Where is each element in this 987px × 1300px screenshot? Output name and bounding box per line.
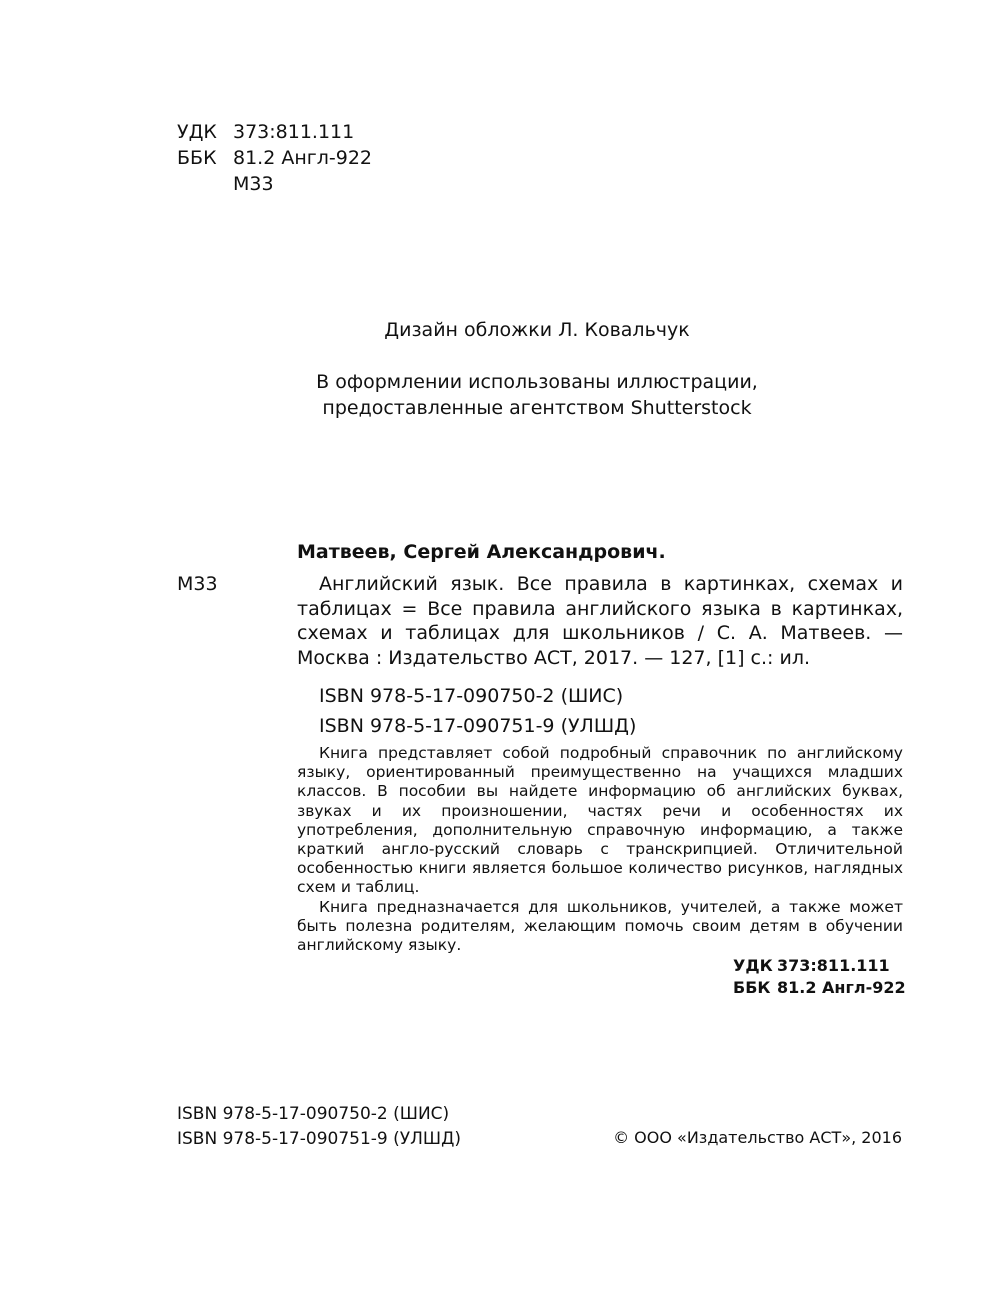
catalog-bbk-label: ББК: [733, 978, 771, 997]
catalog-udk-label: УДК: [733, 956, 773, 975]
illustration-credit-line-1: В оформлении использованы иллюстрации,: [316, 371, 758, 393]
catalog-bbk-value: 81.2 Англ-922: [777, 978, 906, 997]
catalog-udk-value: 373:811.111: [777, 956, 890, 975]
udk-label: УДК: [177, 121, 217, 143]
udk-line: [177, 119, 372, 145]
annotation-paragraph-1: Книга представляет собой подробный справочник по английскому языку, ориентированный преимущественно на учащихся младших классов. В пособии вы найдете информацию об английских буквах, звуках и их произношении, частях речи и особенностях их употребления, дополнительную справочную информацию, а также краткий англо-русский словарь с транскрипцией. Отличительной особенностью книги является большое количество рисунков, наглядных схем и таблиц.: [297, 744, 903, 897]
author-mark: М33: [233, 173, 274, 195]
footer-isbn-list: [177, 1102, 461, 1152]
catalog-bbk-line: [733, 977, 906, 999]
author-mark-line: [177, 171, 372, 197]
catalog-udk-line: [733, 955, 906, 977]
illustration-credit-line-2: предоставленные агентством Shutterstock: [322, 397, 752, 419]
footer-isbn-1: ISBN 978-5-17-090750-2 (ШИС): [177, 1104, 450, 1124]
annotation: [297, 744, 903, 955]
catalog-author: Матвеев, Сергей Александрович.: [297, 541, 666, 563]
catalog-author-mark: М33: [177, 573, 218, 595]
cover-design-credit: Дизайн обложки Л. Ковальчук: [384, 319, 690, 341]
bibliographic-description: Английский язык. Все правила в картинках, схемах и таблицах = Все правила английского языка в картинках, схемах и таблицах для школьников / С. А. Матвеев. — Москва : Издательство АСТ, 2017. — 127, [1] с.: ил.: [297, 573, 903, 669]
bbk-line: [177, 145, 372, 171]
footer-isbn-2: ISBN 978-5-17-090751-9 (УЛШД): [177, 1129, 462, 1149]
catalog-isbn-2: ISBN 978-5-17-090751-9 (УЛШД): [319, 715, 637, 737]
catalog-isbn-list: [319, 681, 636, 741]
classification-codes: [177, 119, 372, 197]
catalog-classification-codes: [733, 955, 906, 999]
catalog-isbn-1: ISBN 978-5-17-090750-2 (ШИС): [319, 685, 624, 707]
bbk-value: 81.2 Англ-922: [233, 147, 373, 169]
copyright-notice: © ООО «Издательство АСТ», 2016: [613, 1128, 902, 1147]
illustration-credit: [0, 369, 987, 421]
bbk-label: ББК: [177, 147, 217, 169]
annotation-paragraph-2: Книга предназначается для школьников, учителей, а также может быть полезна родителям, желающим помочь своим детям в обучении английскому языку.: [297, 897, 903, 955]
udk-value: 373:811.111: [233, 121, 355, 143]
